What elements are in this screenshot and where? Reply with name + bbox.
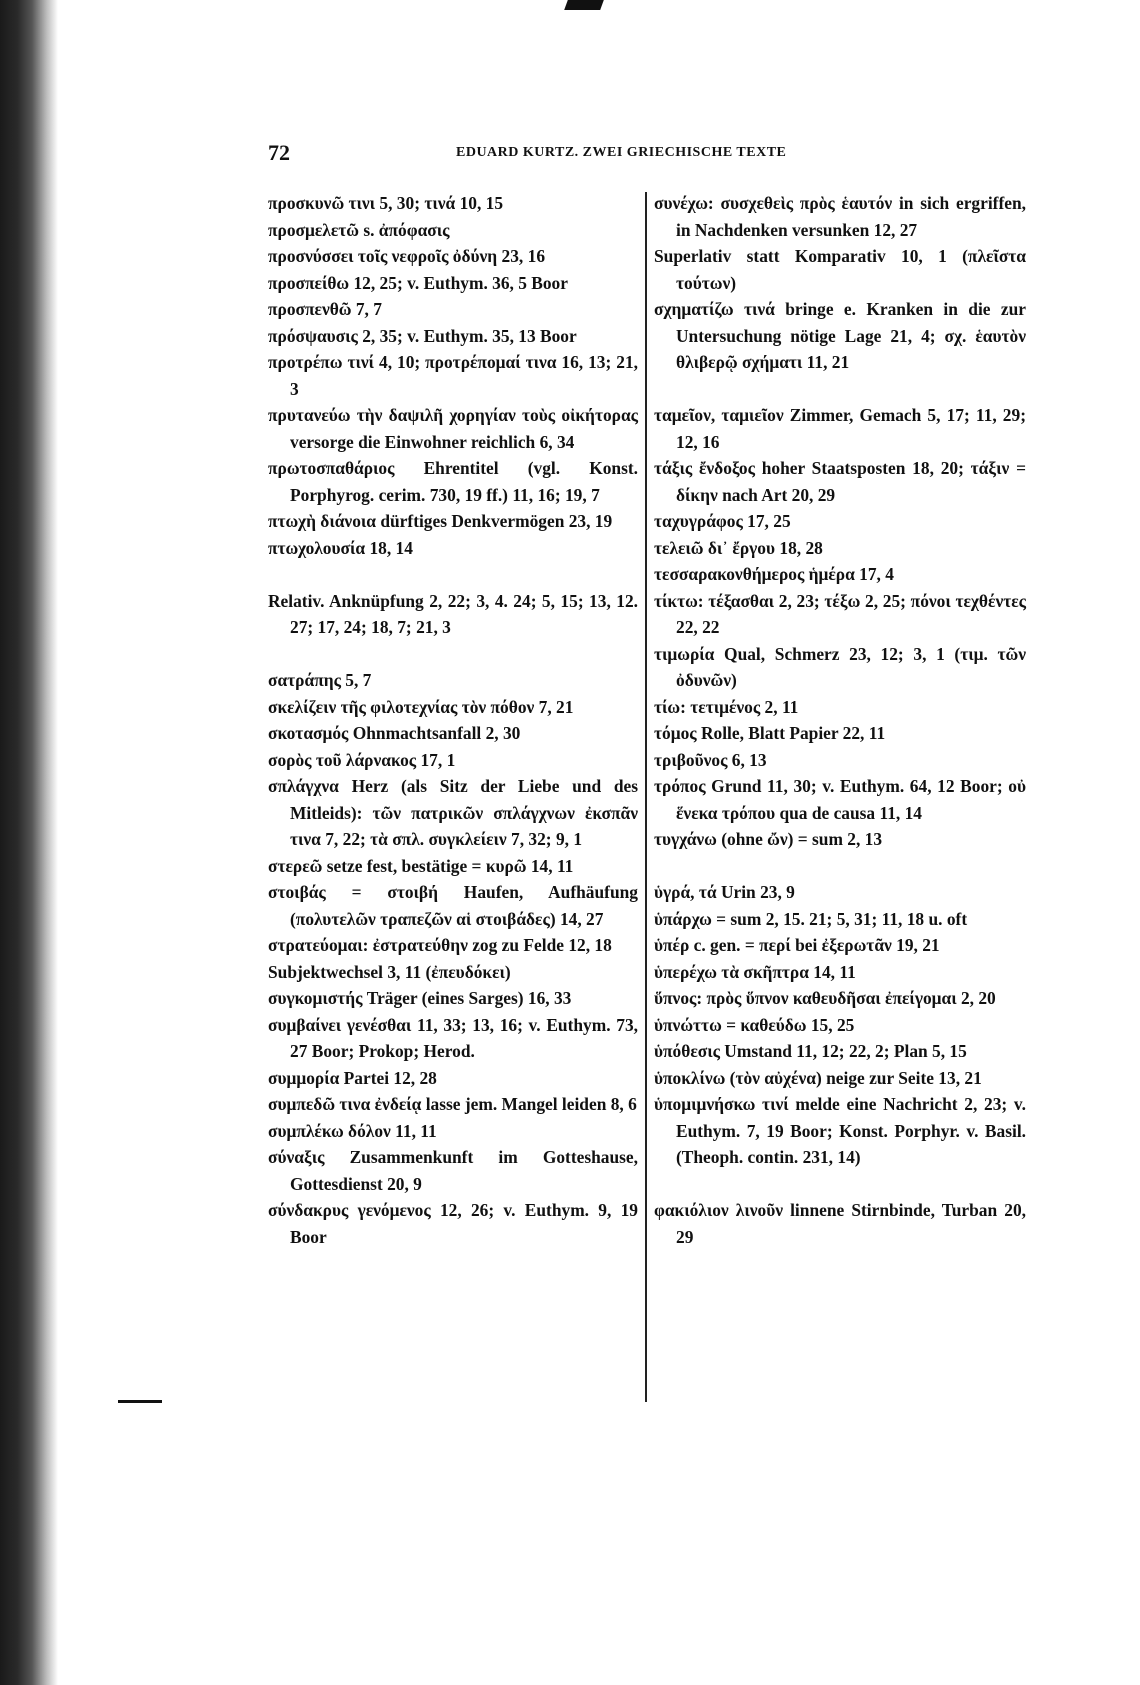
index-entry: τρόπος Grund 11, 30; v. Euthym. 64, 12 Boor; οὐ ἕνεκα τρόπου qua de causa 11, 14	[654, 776, 1026, 823]
index-entry: τίκτω: τέξασθαι 2, 23; τέξω 2, 25; πόνοι τεχθέντες 22, 22	[654, 590, 1026, 637]
index-entry: ὑποκλίνω (τὸν αὐχένα) neige zur Seite 13, 21	[654, 1067, 982, 1088]
index-column-left	[268, 190, 638, 1250]
index-entry: φακιόλιον λινοῦν linnene Stirnbinde, Turban 20, 29	[654, 1200, 1026, 1247]
scanned-page-edge	[0, 0, 58, 1685]
index-entry: πρωτοσπαθάριος Ehrentitel (vgl. Konst. Porphyrog. cerim. 730, 19 ff.) 11, 16; 19, 7	[268, 458, 638, 505]
section-gap	[654, 1171, 1026, 1198]
index-entry: πρυτανεύω τὴν δαψιλῆ χορηγίαν τοὺς οἰκήτορας versorge die Einwohner reichlich 6, 34	[268, 405, 638, 452]
index-entry: τελειῶ δι᾽ ἔργου 18, 28	[654, 537, 823, 558]
index-entry: ταχυγράφος 17, 25	[654, 511, 791, 531]
scan-blot	[118, 1400, 162, 1403]
index-entry: τυγχάνω (ohne ὤν) = sum 2, 13	[654, 829, 883, 849]
index-entry: Superlativ statt Komparativ 10, 1 (πλεῖστα τούτων)	[654, 246, 1026, 293]
index-entry: τίω: τετιμένος 2, 11	[654, 696, 799, 717]
scan-blot	[564, 0, 604, 10]
index-entry: συμβαίνει γενέσθαι 11, 33; 13, 16; v. Euthym. 73, 27 Boor; Prokop; Herod.	[268, 1014, 638, 1061]
running-title: EDUARD KURTZ. ZWEI GRIECHISCHE TEXTE	[456, 145, 787, 160]
index-entry: τόμος Rolle, Blatt Papier 22, 11	[654, 723, 886, 743]
page-number: 72	[268, 140, 290, 165]
index-entry: συμμορία Partei 12, 28	[268, 1067, 437, 1088]
index-entry: στερεῶ setze fest, bestätige = κυρῶ 14, 11	[268, 855, 574, 876]
index-entry: σκελίζειν τῆς φιλοτεχνίας τὸν πόθον 7, 21	[268, 696, 574, 717]
index-entry: συνέχω: συσχεθεὶς πρὸς ἑαυτόν in sich ergriffen, in Nachdenken versunken 12, 27	[654, 193, 1026, 240]
index-entry: σπλάγχνα Herz (als Sitz der Liebe und des Mitleids): τῶν πατρικῶν σπλάγχνων ἐκσπᾶν τινα 7, 22; τὰ σπλ. συγκλείειν 7, 32; 9, 1	[268, 776, 638, 849]
index-entry: ὑπέρ c. gen. = περί bei ἐξερωτᾶν 19, 21	[654, 935, 940, 955]
index-entry: προσκυνῶ τινι 5, 30; τινά 10, 15	[268, 193, 504, 213]
index-entry: συμπλέκω δόλον 11, 11	[268, 1120, 437, 1141]
index-entry: συγκομιστής Träger (eines Sarges) 16, 33	[268, 988, 572, 1008]
index-entry: σχηματίζω τινά bringe e. Kranken in die zur Untersuchung nötige Lage 21, 4; σχ. ἑαυτὸν θλιβερῷ σχήματι 11, 21	[654, 299, 1026, 372]
index-entry: τιμωρία Qual, Schmerz 23, 12; 3, 1 (τιμ. τῶν ὀδυνῶν)	[654, 643, 1026, 690]
section-gap	[268, 561, 638, 588]
index-entry: τάξις ἔνδοξος hoher Staatsposten 18, 20; τάξιν = δίκην nach Art 20, 29	[654, 458, 1026, 505]
index-entry: τριβοῦνος 6, 13	[654, 749, 767, 770]
index-entry: προσμελετῶ s. ἀπόφασις	[268, 219, 450, 240]
index-entry: στρατεύομαι: ἐστρατεύθην zog zu Felde 12, 18	[268, 935, 612, 955]
index-entry: Relativ. Anknüpfung 2, 22; 3, 4. 24; 5, 15; 13, 12. 27; 17, 24; 18, 7; 21, 3	[268, 590, 638, 637]
section-gap	[268, 641, 638, 668]
index-entry: σύνδακρυς γενόμενος 12, 26; v. Euthym. 9, 19 Boor	[268, 1200, 638, 1247]
index-entry: πρόσψαυσις 2, 35; v. Euthym. 35, 13 Boor	[268, 325, 577, 346]
section-gap	[654, 853, 1026, 880]
index-entry: πτωχὴ διάνοια dürftiges Denkvermögen 23, 19	[268, 511, 613, 531]
index-entry: προσνύσσει τοῖς νεφροῖς ὀδύνη 23, 16	[268, 246, 546, 266]
index-entry: σατράπης 5, 7	[268, 670, 372, 690]
index-entry: ταμεῖον, ταμιεῖον Zimmer, Gemach 5, 17; 11, 29; 12, 16	[654, 405, 1026, 452]
index-entry: ὑγρά, τά Urin 23, 9	[654, 882, 795, 902]
page-header	[268, 140, 1038, 170]
index-entry: ὑπερέχω τὰ σκῆπτρα 14, 11	[654, 961, 856, 982]
index-entry: ὑπομιμνήσκω τινί melde eine Nachricht 2, 23; v. Euthym. 7, 19 Boor; Konst. Porphyr. v. Basil. (Theoph. contin. 231, 14)	[654, 1094, 1026, 1167]
index-entry: προτρέπω τινί 4, 10; προτρέπομαί τινα 16, 13; 21, 3	[268, 352, 638, 399]
column-divider	[645, 192, 647, 1402]
index-entry: στοιβάς = στοιβή Haufen, Aufhäufung (πολυτελῶν τραπεζῶν αἱ στοιβάδες) 14, 27	[268, 882, 638, 929]
index-entry: ὑπάρχω = sum 2, 15. 21; 5, 31; 11, 18 u. oft	[654, 908, 968, 929]
index-entry: σύναξις Zusammenkunft im Gotteshause, Gottesdienst 20, 9	[268, 1147, 638, 1194]
section-gap	[654, 376, 1026, 403]
index-entry: πτωχολουσία 18, 14	[268, 537, 413, 558]
index-entry: ὑπόθεσις Umstand 11, 12; 22, 2; Plan 5, 15	[654, 1041, 967, 1061]
index-entry: προσπείθω 12, 25; v. Euthym. 36, 5 Boor	[268, 272, 568, 293]
index-entry: σορὸς τοῦ λάρνακος 17, 1	[268, 749, 456, 770]
index-entry: προσπενθῶ 7, 7	[268, 299, 382, 319]
index-entry: Subjektwechsel 3, 11 (ἐπευδόκει)	[268, 961, 511, 982]
index-entry: ὑπνώττω = καθεύδω 15, 25	[654, 1014, 855, 1035]
index-entry: τεσσαρακονθήμερος ἡμέρα 17, 4	[654, 564, 894, 584]
index-entry: ὕπνος: πρὸς ὕπνον καθευδῆσαι ἐπείγομαι 2, 20	[654, 988, 996, 1008]
index-entry: συμπεδῶ τινα ἐνδείᾳ lasse jem. Mangel leiden 8, 6	[268, 1094, 637, 1114]
index-entry: σκοτασμός Ohnmachtsanfall 2, 30	[268, 723, 521, 743]
index-column-right	[654, 190, 1026, 1250]
